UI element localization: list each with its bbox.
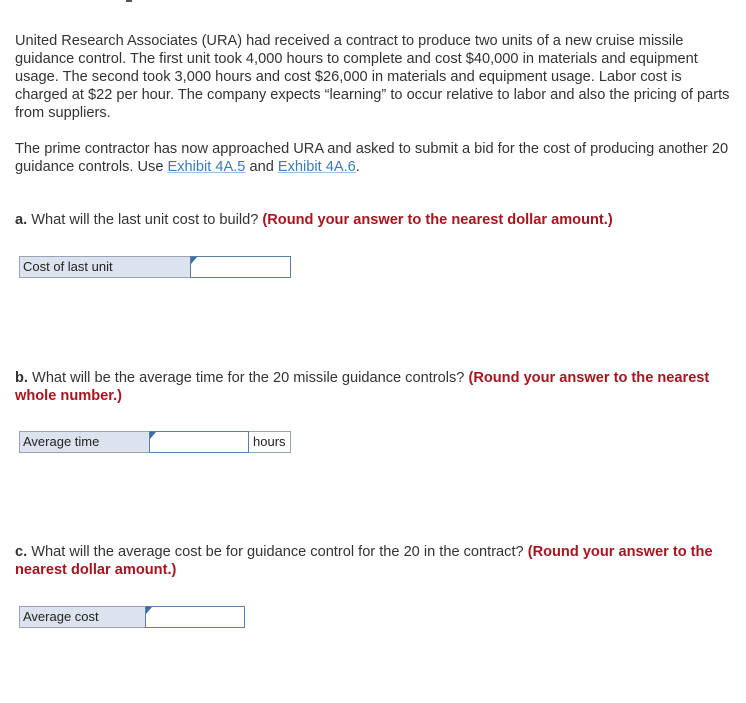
question-b-hint: (Round your answer to the nearest whole number.)	[15, 370, 710, 404]
question-a-letter: a.	[15, 212, 28, 228]
paragraph-2-end: .	[355, 159, 360, 175]
cost-of-last-unit-input[interactable]	[190, 256, 291, 278]
paragraph-2-text: The prime contractor has now approached URA and asked to submit a bid for the cost of producing another 20 guidance controls. Use	[15, 141, 729, 175]
question-b-text: What will be the average time for the 20 missile guidance controls?	[27, 370, 469, 386]
cost-of-last-unit-label: Cost of last unit	[19, 256, 191, 278]
question-a	[15, 211, 740, 229]
question-b-letter: b.	[15, 370, 28, 386]
question-a-hint: (Round your answer to the nearest dollar amount.)	[262, 212, 613, 228]
answer-row-c	[19, 606, 245, 628]
question-a-text: What will the last unit cost to build?	[27, 212, 263, 228]
problem-paragraph-1: United Research Associates (URA) had received a contract to produce two units of a new cruise missile guidance control. The first unit took 4,000 hours to complete and cost $40,000 in materials and equipment usage. The second took 3,000 hours and cost $26,000 in materials and equipment usage. Labor cost is charged at $22 per hour. The company expects “learning” to occur relative to labor and also the pricing of parts from suppliers.	[15, 33, 730, 121]
question-b	[15, 369, 740, 405]
average-cost-input[interactable]	[145, 606, 245, 628]
average-time-label: Average time	[19, 431, 150, 453]
top-edge-mark	[126, 0, 132, 2]
paragraph-2-conjunction: and	[245, 159, 278, 175]
question-c-letter: c.	[15, 544, 28, 560]
question-c	[15, 543, 740, 579]
question-c-text: What will the average cost be for guidance control for the 20 in the contract?	[27, 544, 528, 560]
exhibit-4a5-link[interactable]: Exhibit 4A.5	[167, 159, 246, 175]
hours-unit-label: hours	[249, 431, 291, 453]
question-c-hint: (Round your answer to the nearest dollar amount.)	[15, 544, 713, 578]
average-time-input[interactable]	[149, 431, 249, 453]
problem-paragraph-2	[15, 140, 737, 176]
answer-row-b	[19, 431, 291, 453]
average-cost-label: Average cost	[19, 606, 146, 628]
answer-row-a	[19, 256, 291, 278]
exhibit-4a6-link[interactable]: Exhibit 4A.6	[277, 159, 356, 175]
